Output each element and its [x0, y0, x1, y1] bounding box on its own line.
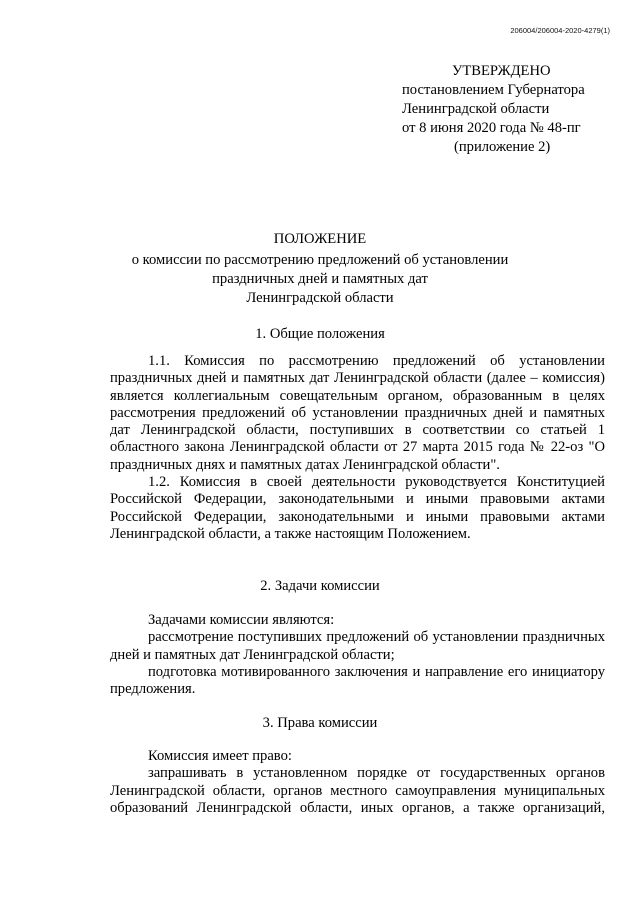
- section-1-body: [110, 353, 605, 543]
- section-heading-3: 3. Права комиссии: [262, 715, 378, 731]
- approval-line: постановлением Губернатора: [402, 82, 585, 98]
- title-heading: ПОЛОЖЕНИЕ: [273, 231, 367, 247]
- title-line: Ленинградской области: [246, 290, 394, 306]
- section-heading-1: 1. Общие положения: [255, 326, 385, 342]
- approval-head: УТВЕРЖДЕНО: [452, 63, 551, 79]
- title-line: праздничных дней и памятных дат: [212, 271, 428, 287]
- document-id: 206004/206004-2020-4279(1): [510, 26, 610, 35]
- section-3-body: [110, 748, 605, 817]
- task-item: рассмотрение поступивших предложений об установлении праздничных дней и памятных дат Ленинградской области;: [110, 629, 605, 663]
- document-title: [0, 230, 640, 308]
- section-2-body: [110, 612, 605, 698]
- paragraph-1-2: 1.2. Комиссия в своей деятельности руководствуется Конституцией Российской Федерации, законодательными и иными правовыми актами Российской Федерации, законодательными и иными правовыми актами Ленинградской области, а также настоящим Положением.: [110, 474, 605, 542]
- approval-line: от 8 июня 2020 года № 48-пг: [402, 120, 581, 136]
- paragraph-1-1: 1.1. Комиссия по рассмотрению предложений об установлении праздничных дней и памятных дат Ленинградской области (далее – комиссия) является коллегиальным совещательным органом, образованным в целях рассмотрения предложений об установлении праздничных дней и памятных дат Ленинградской области, поступивших в соответствии со статьей 1 областного закона Ленинградской области от 27 марта 2015 года № 22-оз "О праздничных днях и памятных датах Ленинградской области".: [110, 353, 605, 473]
- section-3-intro: Комиссия имеет право:: [148, 748, 292, 764]
- task-item: подготовка мотивированного заключения и направление его инициатору предложения.: [110, 663, 605, 698]
- rights-item: запрашивать в установленном порядке от государственных органов Ленинградской области, органов местного самоуправления муниципальных образований Ленинградской области, иных органов, а также организаций,: [110, 765, 605, 816]
- approval-line: Ленинградской области: [402, 101, 550, 117]
- approval-stamp: [402, 62, 622, 157]
- section-heading-2: 2. Задачи комиссии: [260, 578, 380, 594]
- section-2-intro: Задачами комиссии являются:: [148, 612, 335, 628]
- title-line: о комиссии по рассмотрению предложений об установлении: [131, 252, 509, 268]
- approval-appendix: (приложение 2): [454, 139, 551, 155]
